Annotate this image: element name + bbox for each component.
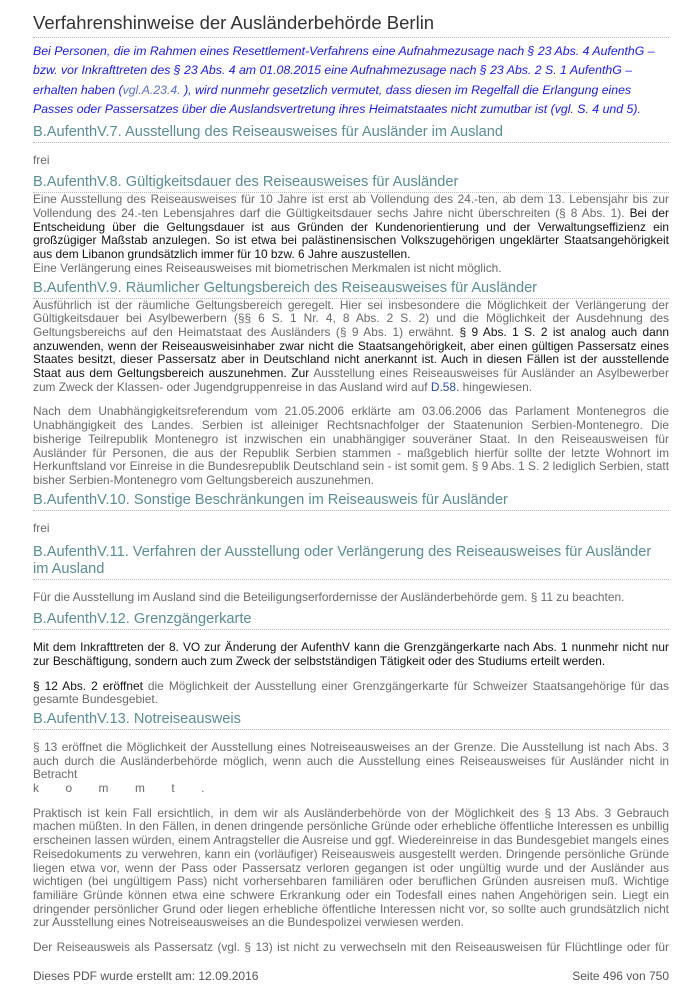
heading-v13: B.AufenthV.13. Notreiseausweis xyxy=(33,710,241,727)
page-footer xyxy=(33,969,669,983)
text: Eine Ausstellung des Reiseausweises für 10 Jahre ist erst ab Vollendung des 24.-ten, ab dem 13. Lebensjahr bis zur Vollendung des 24.-ten Lebensjahres darf die Gültigkeitsdauer sechs Jahre nicht überschreiten (§ 8 Abs. 1). xyxy=(33,192,669,221)
text: Ausführlich ist der räumliche Geltungsbereich geregelt. Hier sei insbesondere die Möglichkeit der Verlängerung der Gültigkeitsdauer bei Asylbewerbern (§§ 6 S. 1 Nr. 4, 8 Abs. 2 S. 2) und die Möglichkeit der Ausdehnung des Geltungsbereichs auf den Heimatstaat des Ausländers (§ 9 Abs. 1) erwähnt. xyxy=(33,297,669,339)
reference-link-d58[interactable]: D.58. xyxy=(430,379,460,394)
bold-text: Bei der Entscheidung über die Geltungsdauer ist aus Gründen der Kundenorientierung und der Verwaltungseffizienz ein großzügiger Maßstab anzulegen. So ist etwa bei palästinensischen Volkszugehörigen ungeklärter Staatsangehörigkeit aus dem Libanon grundsätzlich immer für 10 bzw. 6 Jahre auszustellen. xyxy=(33,206,669,262)
heading-v12: B.AufenthV.12. Grenzgängerkarte xyxy=(33,611,252,628)
footer-created-date: Dieses PDF wurde erstellt am: 12.09.2016 xyxy=(33,968,259,983)
intro-text: Bei Personen, die im Rahmen eines Resettlement-Verfahrens eine Aufnahmezusage nach § 23 Abs. 4 AufenthG – bzw. vor Inkrafttreten des § 23 Abs. 4 am 01.08.2015 eine Aufnahmezusage nach § 23 Abs. 2 S. 1 AufenthG – erhalten haben ( xyxy=(33,44,655,97)
heading-v8: B.AufenthV.8. Gültigkeitsdauer des Reiseausweises für Ausländer xyxy=(33,174,459,191)
text: Eine Verlängerung eines Reiseausweises mit biometrischen Merkmalen ist nicht möglich. xyxy=(33,260,502,275)
v10-text: frei xyxy=(33,520,50,535)
v13-paragraph-2: Praktisch ist kein Fall ersichtlich, in dem wir als Ausländerbehörde von der Möglichkeit des § 13 Abs. 3 Gebrauch machen müßten. In den Fällen, in denen dringende persönliche Gründe oder erhebliche öffentliche Interessen es unbillig erscheinen lassen würden, einem Antragsteller die Ausreise und ggf. Wiedereinreise in das Bundesgebiet mangels eines Reisedokuments zu verwehren, kann ein (vorläufiger) Reiseausweis ausgestellt werden. Dringende persönliche Gründe liegen etwa vor, wenn der Pass oder Passersatz verloren gegangen ist oder ungültig wurde und der Ausländer aus wichtigen (bei ungültigem Pass) nicht vorhersehbaren familiären oder beruflichen Gründen ausreisen muß. Wichtige familiäre Gründe können etwa eine schwere Erkrankung oder ein Todesfall eines nahen Angehörigen sein. Liegt ein dringender persönlicher Grund oder liegen erhebliche öffentliche Interessen nicht vor, so sollte auch grundsätzlich nicht zur Ausstellung eines Notreiseausweises an die Bundespolizei verwiesen werden. xyxy=(33,805,669,930)
bold-text: § 12 Abs. 2 eröffnet xyxy=(33,678,143,693)
v9-paragraph xyxy=(33,299,669,395)
v7-text: frei xyxy=(33,152,50,167)
divider xyxy=(33,37,669,38)
heading-v10: B.AufenthV.10. Sonstige Beschränkungen im Reiseausweis für Ausländer xyxy=(33,491,508,508)
text: hingewiesen. xyxy=(459,379,533,394)
footer-page-number: Seite 496 von 750 xyxy=(572,968,669,983)
heading-v9: B.AufenthV.9. Räumlicher Geltungsbereich des Reiseausweises für Ausländer xyxy=(33,279,538,296)
intro-reference-link[interactable]: vgl.A.23.4. xyxy=(122,82,181,97)
document-page xyxy=(33,0,669,991)
intro-text-end: ), wird nunmehr gesetzlich vermutet, dass diesen im Regelfall die Erlangung eines Passes oder Passersatzes über die Auslandsvertretung ihres Heimatstaates nicht zumutbar ist (vgl. S. 4 und 5). xyxy=(33,82,641,117)
divider xyxy=(33,142,669,143)
v8-paragraph xyxy=(33,193,669,275)
heading-v11: B.AufenthV.11. Verfahren der Ausstellung oder Verlängerung des Reiseausweises für Ausländer im Ausland xyxy=(33,544,652,578)
text: § 13 eröffnet die Möglichkeit der Ausstellung eines Notreiseausweises an der Grenze. Die Ausstellung ist nach Abs. 3 auch durch die Ausländerbehörde möglich, wenn auch die Ausstellung eines Reiseausweises für Ausländer nicht in Betracht xyxy=(33,739,669,782)
v9-paragraph-2: Nach dem Unabhängigkeitsreferendum vom 21.05.2006 erklärte am 03.06.2006 das Parlament Montenegros die Unabhängigkeit des Landes. Serbien ist alleiniger Rechtsnachfolger der Staatenunion Serbien-Montenegro. Die bisherige Teilrepublik Montenegro ist inzwischen ein unabhängiger souveräner Staat. In den Reiseausweisen für Ausländer für Personen, die aus der Republik Serbien stammen - maßgeblich hierfür sollte der letzte Wohnort im Herkunftsland vor Einreise in die Bundesrepublik Deutschland sein - ist somit gem. § 9 Abs. 1 S. 2 lediglich Serbien, statt bisher Serbien-Montenegro vom Geltungsbereich auszunehmen. xyxy=(33,404,669,487)
heading-v7: B.AufenthV.7. Ausstellung des Reiseausweises für Ausländer im Ausland xyxy=(33,123,503,140)
bold-text: § 9 Abs. 1 S. 2 ist analog auch dann anzuwenden, wenn der Reiseausweisinhaber zwar nicht die Staatsangehörigkeit, aber einen gültigen Passersatz eines Staates besitzt, dieser Passersatz aber in Deutschland nicht anerkannt ist. Auch in diesen Fällen ist der ausstellende Staat aus dem Geltungsbereich auszunehmen. Zur xyxy=(33,324,669,381)
page-title: Verfahrenshinweise der Ausländerbehörde Berlin xyxy=(33,12,435,33)
text: die Möglichkeit der Ausstellung einer Grenzgängerkarte für Schweizer Staatsangehörige für das gesamte Bundesgebiet. xyxy=(33,678,669,707)
divider xyxy=(33,579,669,580)
v12-paragraph-2 xyxy=(33,680,669,707)
divider xyxy=(33,629,669,630)
divider xyxy=(33,510,669,511)
divider xyxy=(33,729,669,730)
v11-text: Für die Ausstellung im Ausland sind die Beteiligungserfordernisse der Ausländerbehörde gem. § 11 zu beachten. xyxy=(33,590,625,605)
v13-paragraph-3: Der Reiseausweis als Passersatz (vgl. § 13) ist nicht zu verwechseln mit den Reiseausweisen für Flüchtlinge oder für xyxy=(33,940,669,955)
v12-paragraph-1: Mit dem Inkrafttreten der 8. VO zur Änderung der AufenthV kann die Grenzgängerkarte nach Abs. 1 nunmehr nicht nur zur Beschäftigung, sondern auch zum Zweck der selbstständigen Tätigkeit oder des Studiums erteilt werden. xyxy=(33,640,669,668)
text: Ausstellung eines Reiseausweises für Ausländer an Asylbewerber zum Zweck der Klassen- oder Jugendgruppenreise in das Ausland wird auf xyxy=(33,366,669,394)
text-end: kommt. xyxy=(33,781,231,796)
v13-paragraph-1 xyxy=(33,741,669,796)
intro-note xyxy=(33,42,669,120)
